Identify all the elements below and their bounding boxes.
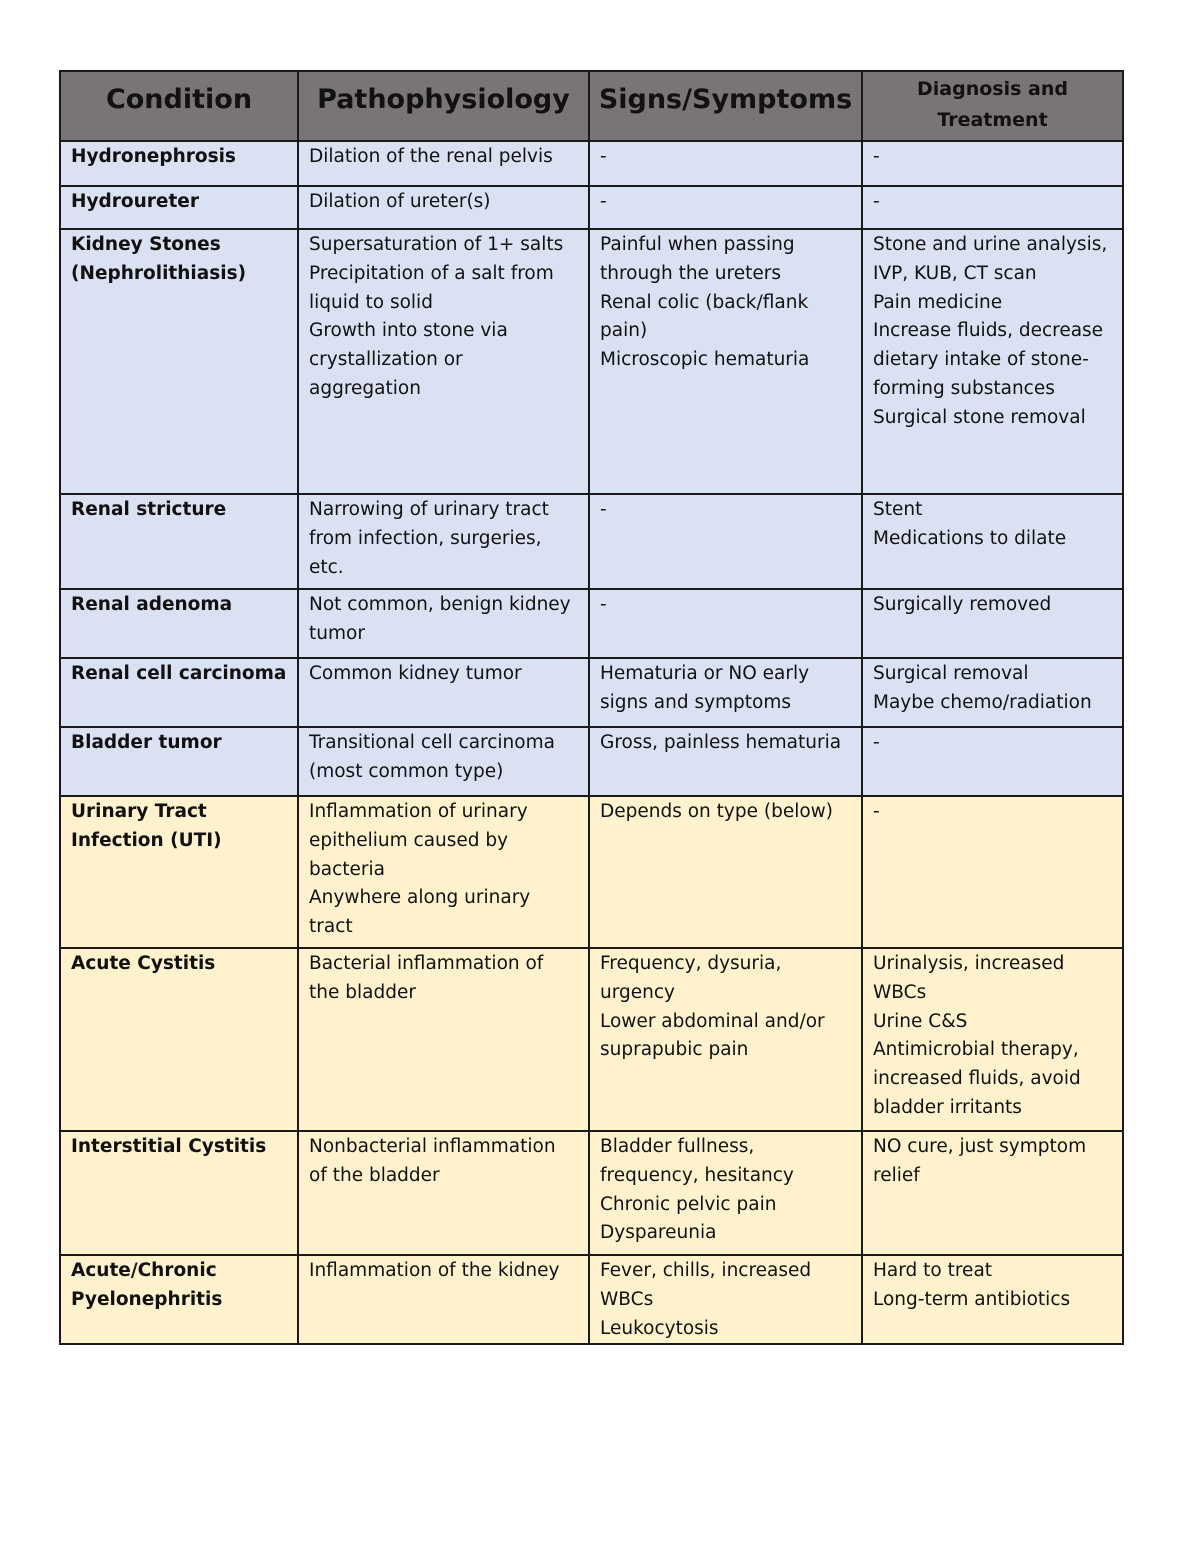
- header-pathophysiology: Pathophysiology: [298, 71, 589, 141]
- diagnosis-cell: -: [862, 727, 1123, 796]
- signs-cell: Depends on type (below): [589, 796, 862, 948]
- signs-cell: Fever, chills, increased WBCs Leukocytosis: [589, 1255, 862, 1344]
- diagnosis-cell: Stone and urine analysis, IVP, KUB, CT scan Pain medicine Increase fluids, decrease dietary intake of stone-forming substances Surgical stone removal: [862, 229, 1123, 494]
- signs-cell: Bladder fullness, frequency, hesitancy Chronic pelvic pain Dyspareunia: [589, 1131, 862, 1255]
- pathophysiology-cell: Inflammation of urinary epithelium caused by bacteria Anywhere along urinary tract: [298, 796, 589, 948]
- condition-cell: Renal cell carcinoma: [60, 658, 298, 727]
- pathophysiology-cell: Nonbacterial inflammation of the bladder: [298, 1131, 589, 1255]
- diagnosis-cell: Surgical removal Maybe chemo/radiation: [862, 658, 1123, 727]
- diagnosis-cell: -: [862, 796, 1123, 948]
- table-row: [60, 1131, 1123, 1255]
- table-row: [60, 948, 1123, 1131]
- signs-cell: Gross, painless hematuria: [589, 727, 862, 796]
- pathophysiology-cell: Not common, benign kidney tumor: [298, 589, 589, 658]
- condition-cell: Kidney Stones (Nephrolithiasis): [60, 229, 298, 494]
- signs-cell: -: [589, 589, 862, 658]
- pathophysiology-cell: Inflammation of the kidney: [298, 1255, 589, 1344]
- pathophysiology-cell: Supersaturation of 1+ salts Precipitation of a salt from liquid to solid Growth into stone via crystallization or aggregation: [298, 229, 589, 494]
- header-signs-symptoms: Signs/Symptoms: [589, 71, 862, 141]
- diagnosis-cell: NO cure, just symptom relief: [862, 1131, 1123, 1255]
- table-row: [60, 229, 1123, 494]
- diagnosis-cell: Urinalysis, increased WBCs Urine C&S Antimicrobial therapy, increased fluids, avoid bladder irritants: [862, 948, 1123, 1131]
- header-condition: Condition: [60, 71, 298, 141]
- urinary-conditions-table: [59, 70, 1124, 1345]
- condition-cell: Hydroureter: [60, 186, 298, 229]
- condition-cell: Bladder tumor: [60, 727, 298, 796]
- pathophysiology-cell: Bacterial inflammation of the bladder: [298, 948, 589, 1131]
- condition-cell: Interstitial Cystitis: [60, 1131, 298, 1255]
- diagnosis-cell: Stent Medications to dilate: [862, 494, 1123, 589]
- table-row: [60, 796, 1123, 948]
- condition-cell: Hydronephrosis: [60, 141, 298, 186]
- diagnosis-cell: -: [862, 141, 1123, 186]
- table-row: [60, 494, 1123, 589]
- table-row: [60, 1255, 1123, 1344]
- signs-cell: Frequency, dysuria, urgency Lower abdominal and/or suprapubic pain: [589, 948, 862, 1131]
- diagnosis-cell: Hard to treat Long-term antibiotics: [862, 1255, 1123, 1344]
- diagnosis-cell: Surgically removed: [862, 589, 1123, 658]
- signs-cell: -: [589, 141, 862, 186]
- pathophysiology-cell: Common kidney tumor: [298, 658, 589, 727]
- condition-cell: Urinary Tract Infection (UTI): [60, 796, 298, 948]
- signs-cell: -: [589, 494, 862, 589]
- table-row: [60, 141, 1123, 186]
- table-row: [60, 186, 1123, 229]
- pathophysiology-cell: Dilation of the renal pelvis: [298, 141, 589, 186]
- header-diagnosis-treatment: Diagnosis and Treatment: [862, 71, 1123, 141]
- table-row: [60, 589, 1123, 658]
- pathophysiology-cell: Dilation of ureter(s): [298, 186, 589, 229]
- signs-cell: Hematuria or NO early signs and symptoms: [589, 658, 862, 727]
- header-row: [60, 71, 1123, 141]
- condition-cell: Renal adenoma: [60, 589, 298, 658]
- table-row: [60, 658, 1123, 727]
- condition-cell: Acute/Chronic Pyelonephritis: [60, 1255, 298, 1344]
- condition-cell: Acute Cystitis: [60, 948, 298, 1131]
- conditions-table-container: [59, 70, 1122, 1345]
- table-row: [60, 727, 1123, 796]
- signs-cell: Painful when passing through the ureters Renal colic (back/flank pain) Microscopic hematuria: [589, 229, 862, 494]
- condition-cell: Renal stricture: [60, 494, 298, 589]
- signs-cell: -: [589, 186, 862, 229]
- pathophysiology-cell: Narrowing of urinary tract from infection, surgeries, etc.: [298, 494, 589, 589]
- diagnosis-cell: -: [862, 186, 1123, 229]
- pathophysiology-cell: Transitional cell carcinoma (most common type): [298, 727, 589, 796]
